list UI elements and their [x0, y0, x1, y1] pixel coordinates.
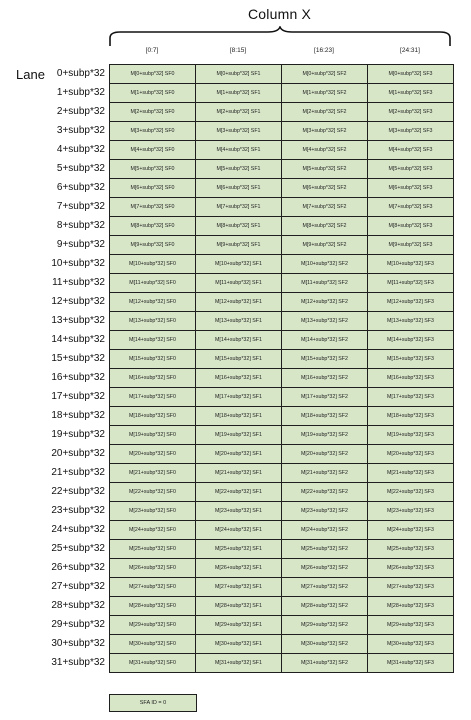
grid-cell: M[22+subp*32] SF2 — [282, 483, 368, 502]
grid-cell: M[20+subp*32] SF2 — [282, 445, 368, 464]
grid-cell: M[13+subp*32] SF2 — [282, 312, 368, 331]
grid-cell: M[7+subp*32] SF2 — [282, 198, 368, 217]
grid-cell: M[24+subp*32] SF2 — [282, 521, 368, 540]
row-label: 27+subp*32 — [51, 581, 105, 592]
table-row — [110, 654, 454, 673]
table-row — [110, 616, 454, 635]
grid-cell: M[20+subp*32] SF0 — [110, 445, 196, 464]
table-row — [110, 331, 454, 350]
column-header: [8:15] — [229, 47, 247, 54]
row-label: 22+subp*32 — [51, 486, 105, 497]
grid-cell: M[19+subp*32] SF3 — [368, 426, 454, 445]
grid-cell: M[18+subp*32] SF2 — [282, 407, 368, 426]
grid-cell: M[10+subp*32] SF1 — [196, 255, 282, 274]
table-row — [110, 312, 454, 331]
table-row — [110, 293, 454, 312]
grid-cell: M[9+subp*32] SF1 — [196, 236, 282, 255]
grid-cell: M[30+subp*32] SF3 — [368, 635, 454, 654]
row-label: 18+subp*32 — [51, 410, 105, 421]
table-row — [110, 217, 454, 236]
grid-cell: M[26+subp*32] SF1 — [196, 559, 282, 578]
row-label: 30+subp*32 — [51, 638, 105, 649]
table-row — [110, 445, 454, 464]
grid-cell: M[15+subp*32] SF2 — [282, 350, 368, 369]
row-label: 31+subp*32 — [51, 657, 105, 668]
grid-cell: M[14+subp*32] SF0 — [110, 331, 196, 350]
table-row — [110, 388, 454, 407]
grid-cell: M[22+subp*32] SF3 — [368, 483, 454, 502]
grid-cell: M[14+subp*32] SF3 — [368, 331, 454, 350]
grid-cell: M[2+subp*32] SF1 — [196, 103, 282, 122]
grid-cell: M[20+subp*32] SF1 — [196, 445, 282, 464]
grid-cell: M[29+subp*32] SF3 — [368, 616, 454, 635]
grid-cell: M[28+subp*32] SF1 — [196, 597, 282, 616]
grid-cell: M[19+subp*32] SF1 — [196, 426, 282, 445]
table-row — [110, 103, 454, 122]
grid-cell: M[23+subp*32] SF0 — [110, 502, 196, 521]
grid-cell: M[18+subp*32] SF0 — [110, 407, 196, 426]
row-label: 17+subp*32 — [51, 391, 105, 402]
grid-cell: M[12+subp*32] SF3 — [368, 293, 454, 312]
table-row — [110, 597, 454, 616]
grid-cell: M[20+subp*32] SF3 — [368, 445, 454, 464]
legend-box: SFA ID = 0 — [109, 694, 197, 712]
grid-cell: M[9+subp*32] SF2 — [282, 236, 368, 255]
grid-cell: M[1+subp*32] SF0 — [110, 84, 196, 103]
grid-cell: M[21+subp*32] SF3 — [368, 464, 454, 483]
row-label: 19+subp*32 — [51, 429, 105, 440]
grid-cell: M[31+subp*32] SF0 — [110, 654, 196, 673]
row-label: 8+subp*32 — [56, 220, 105, 231]
grid-cell: M[23+subp*32] SF2 — [282, 502, 368, 521]
grid-cell: M[11+subp*32] SF1 — [196, 274, 282, 293]
grid-cell: M[24+subp*32] SF1 — [196, 521, 282, 540]
row-label: 16+subp*32 — [51, 372, 105, 383]
row-label: 4+subp*32 — [56, 144, 105, 155]
grid-cell: M[25+subp*32] SF0 — [110, 540, 196, 559]
grid-cell: M[14+subp*32] SF1 — [196, 331, 282, 350]
grid-cell: M[5+subp*32] SF3 — [368, 160, 454, 179]
grid-cell: M[18+subp*32] SF1 — [196, 407, 282, 426]
grid-cell: M[23+subp*32] SF1 — [196, 502, 282, 521]
grid-cell: M[22+subp*32] SF0 — [110, 483, 196, 502]
table-row — [110, 236, 454, 255]
grid-cell: M[30+subp*32] SF1 — [196, 635, 282, 654]
grid-cell: M[25+subp*32] SF2 — [282, 540, 368, 559]
grid-cell: M[0+subp*32] SF1 — [196, 65, 282, 84]
grid-cell: M[13+subp*32] SF3 — [368, 312, 454, 331]
row-label: 29+subp*32 — [51, 619, 105, 630]
grid-cell: M[27+subp*32] SF1 — [196, 578, 282, 597]
grid-cell: M[28+subp*32] SF0 — [110, 597, 196, 616]
grid-cell: M[29+subp*32] SF1 — [196, 616, 282, 635]
grid-cell: M[22+subp*32] SF1 — [196, 483, 282, 502]
grid-cell: M[6+subp*32] SF2 — [282, 179, 368, 198]
grid-cell: M[14+subp*32] SF2 — [282, 331, 368, 350]
grid-cell: M[4+subp*32] SF2 — [282, 141, 368, 160]
grid-cell: M[6+subp*32] SF3 — [368, 179, 454, 198]
grid-cell: M[16+subp*32] SF1 — [196, 369, 282, 388]
grid-cell: M[30+subp*32] SF2 — [282, 635, 368, 654]
grid-cell: M[19+subp*32] SF2 — [282, 426, 368, 445]
grid-cell: M[27+subp*32] SF0 — [110, 578, 196, 597]
table-row — [110, 65, 454, 84]
table-row — [110, 274, 454, 293]
row-label: 12+subp*32 — [51, 296, 105, 307]
column-header: [0:7] — [145, 47, 159, 54]
grid-cell: M[26+subp*32] SF0 — [110, 559, 196, 578]
grid-cell: M[25+subp*32] SF3 — [368, 540, 454, 559]
row-label: 14+subp*32 — [51, 334, 105, 345]
row-label: 13+subp*32 — [51, 315, 105, 326]
grid-cell: M[17+subp*32] SF3 — [368, 388, 454, 407]
grid-cell: M[21+subp*32] SF0 — [110, 464, 196, 483]
grid-cell: M[26+subp*32] SF3 — [368, 559, 454, 578]
row-label: 15+subp*32 — [51, 353, 105, 364]
lane-title: Lane — [16, 67, 45, 82]
grid-cell: M[9+subp*32] SF0 — [110, 236, 196, 255]
row-label: 3+subp*32 — [56, 125, 105, 136]
row-label: 23+subp*32 — [51, 505, 105, 516]
row-label: 28+subp*32 — [51, 600, 105, 611]
grid-cell: M[24+subp*32] SF0 — [110, 521, 196, 540]
table-row — [110, 559, 454, 578]
table-row — [110, 635, 454, 654]
grid-cell: M[15+subp*32] SF3 — [368, 350, 454, 369]
grid-cell: M[10+subp*32] SF3 — [368, 255, 454, 274]
grid-cell: M[2+subp*32] SF0 — [110, 103, 196, 122]
row-label: 26+subp*32 — [51, 562, 105, 573]
grid-cell: M[16+subp*32] SF2 — [282, 369, 368, 388]
row-label: 25+subp*32 — [51, 543, 105, 554]
grid-cell: M[7+subp*32] SF3 — [368, 198, 454, 217]
grid-cell: M[15+subp*32] SF1 — [196, 350, 282, 369]
grid-cell: M[21+subp*32] SF2 — [282, 464, 368, 483]
grid-cell: M[0+subp*32] SF3 — [368, 65, 454, 84]
grid-cell: M[3+subp*32] SF0 — [110, 122, 196, 141]
grid-cell: M[10+subp*32] SF0 — [110, 255, 196, 274]
grid-cell: M[7+subp*32] SF1 — [196, 198, 282, 217]
grid-cell: M[2+subp*32] SF2 — [282, 103, 368, 122]
grid-cell: M[17+subp*32] SF1 — [196, 388, 282, 407]
grid-cell: M[3+subp*32] SF1 — [196, 122, 282, 141]
mapping-grid — [109, 64, 454, 673]
column-brace — [108, 26, 452, 48]
table-row — [110, 255, 454, 274]
grid-cell: M[0+subp*32] SF0 — [110, 65, 196, 84]
table-row — [110, 141, 454, 160]
row-label: 20+subp*32 — [51, 448, 105, 459]
grid-cell: M[8+subp*32] SF3 — [368, 217, 454, 236]
grid-cell: M[28+subp*32] SF2 — [282, 597, 368, 616]
grid-cell: M[10+subp*32] SF2 — [282, 255, 368, 274]
grid-cell: M[8+subp*32] SF2 — [282, 217, 368, 236]
grid-cell: M[29+subp*32] SF2 — [282, 616, 368, 635]
grid-cell: M[25+subp*32] SF1 — [196, 540, 282, 559]
grid-cell: M[4+subp*32] SF0 — [110, 141, 196, 160]
grid-cell: M[2+subp*32] SF3 — [368, 103, 454, 122]
grid-cell: M[8+subp*32] SF1 — [196, 217, 282, 236]
grid-cell: M[5+subp*32] SF1 — [196, 160, 282, 179]
grid-cell: M[17+subp*32] SF2 — [282, 388, 368, 407]
row-label: 0+subp*32 — [56, 68, 105, 79]
table-row — [110, 521, 454, 540]
row-label: 10+subp*32 — [51, 258, 105, 269]
table-row — [110, 426, 454, 445]
grid-cell: M[26+subp*32] SF2 — [282, 559, 368, 578]
grid-cell: M[0+subp*32] SF2 — [282, 65, 368, 84]
grid-cell: M[7+subp*32] SF0 — [110, 198, 196, 217]
table-row — [110, 464, 454, 483]
row-label: 5+subp*32 — [56, 163, 105, 174]
table-row — [110, 483, 454, 502]
grid-cell: M[27+subp*32] SF3 — [368, 578, 454, 597]
grid-cell: M[16+subp*32] SF3 — [368, 369, 454, 388]
row-label: 7+subp*32 — [56, 201, 105, 212]
grid-cell: M[27+subp*32] SF2 — [282, 578, 368, 597]
grid-cell: M[21+subp*32] SF1 — [196, 464, 282, 483]
grid-cell: M[8+subp*32] SF0 — [110, 217, 196, 236]
grid-cell: M[15+subp*32] SF0 — [110, 350, 196, 369]
grid-cell: M[6+subp*32] SF1 — [196, 179, 282, 198]
table-row — [110, 122, 454, 141]
grid-cell: M[18+subp*32] SF3 — [368, 407, 454, 426]
grid-cell: M[12+subp*32] SF1 — [196, 293, 282, 312]
row-label: 21+subp*32 — [51, 467, 105, 478]
table-row — [110, 350, 454, 369]
grid-cell: M[5+subp*32] SF2 — [282, 160, 368, 179]
grid-cell: M[29+subp*32] SF0 — [110, 616, 196, 635]
grid-cell: M[9+subp*32] SF3 — [368, 236, 454, 255]
grid-cell: M[12+subp*32] SF2 — [282, 293, 368, 312]
column-header: [24:31] — [400, 47, 420, 54]
grid-cell: M[19+subp*32] SF0 — [110, 426, 196, 445]
grid-cell: M[16+subp*32] SF0 — [110, 369, 196, 388]
column-header: [16:23] — [314, 47, 334, 54]
row-label: 24+subp*32 — [51, 524, 105, 535]
grid-cell: M[1+subp*32] SF3 — [368, 84, 454, 103]
row-label: 11+subp*32 — [52, 277, 105, 288]
grid-cell: M[11+subp*32] SF2 — [282, 274, 368, 293]
grid-cell: M[11+subp*32] SF3 — [368, 274, 454, 293]
grid-cell: M[13+subp*32] SF0 — [110, 312, 196, 331]
row-label: 2+subp*32 — [56, 106, 105, 117]
table-row — [110, 179, 454, 198]
row-label: 1+subp*32 — [56, 87, 105, 98]
grid-cell: M[5+subp*32] SF0 — [110, 160, 196, 179]
grid-cell: M[11+subp*32] SF0 — [110, 274, 196, 293]
grid-cell: M[12+subp*32] SF0 — [110, 293, 196, 312]
table-row — [110, 502, 454, 521]
grid-cell: M[6+subp*32] SF0 — [110, 179, 196, 198]
table-row — [110, 540, 454, 559]
grid-cell: M[31+subp*32] SF2 — [282, 654, 368, 673]
row-label: 6+subp*32 — [56, 182, 105, 193]
grid-cell: M[30+subp*32] SF0 — [110, 635, 196, 654]
grid-cell: M[4+subp*32] SF1 — [196, 141, 282, 160]
grid-cell: M[28+subp*32] SF3 — [368, 597, 454, 616]
grid-cell: M[24+subp*32] SF3 — [368, 521, 454, 540]
table-row — [110, 198, 454, 217]
table-row — [110, 84, 454, 103]
grid-cell: M[23+subp*32] SF3 — [368, 502, 454, 521]
grid-cell: M[1+subp*32] SF1 — [196, 84, 282, 103]
table-row — [110, 160, 454, 179]
column-title: Column X — [248, 6, 312, 22]
row-label: 9+subp*32 — [56, 239, 105, 250]
table-row — [110, 578, 454, 597]
grid-cell: M[3+subp*32] SF2 — [282, 122, 368, 141]
grid-cell: M[3+subp*32] SF3 — [368, 122, 454, 141]
table-row — [110, 407, 454, 426]
grid-cell: M[1+subp*32] SF2 — [282, 84, 368, 103]
grid-cell: M[31+subp*32] SF3 — [368, 654, 454, 673]
grid-cell: M[13+subp*32] SF1 — [196, 312, 282, 331]
grid-cell: M[4+subp*32] SF3 — [368, 141, 454, 160]
grid-cell: M[17+subp*32] SF0 — [110, 388, 196, 407]
grid-cell: M[31+subp*32] SF1 — [196, 654, 282, 673]
table-row — [110, 369, 454, 388]
